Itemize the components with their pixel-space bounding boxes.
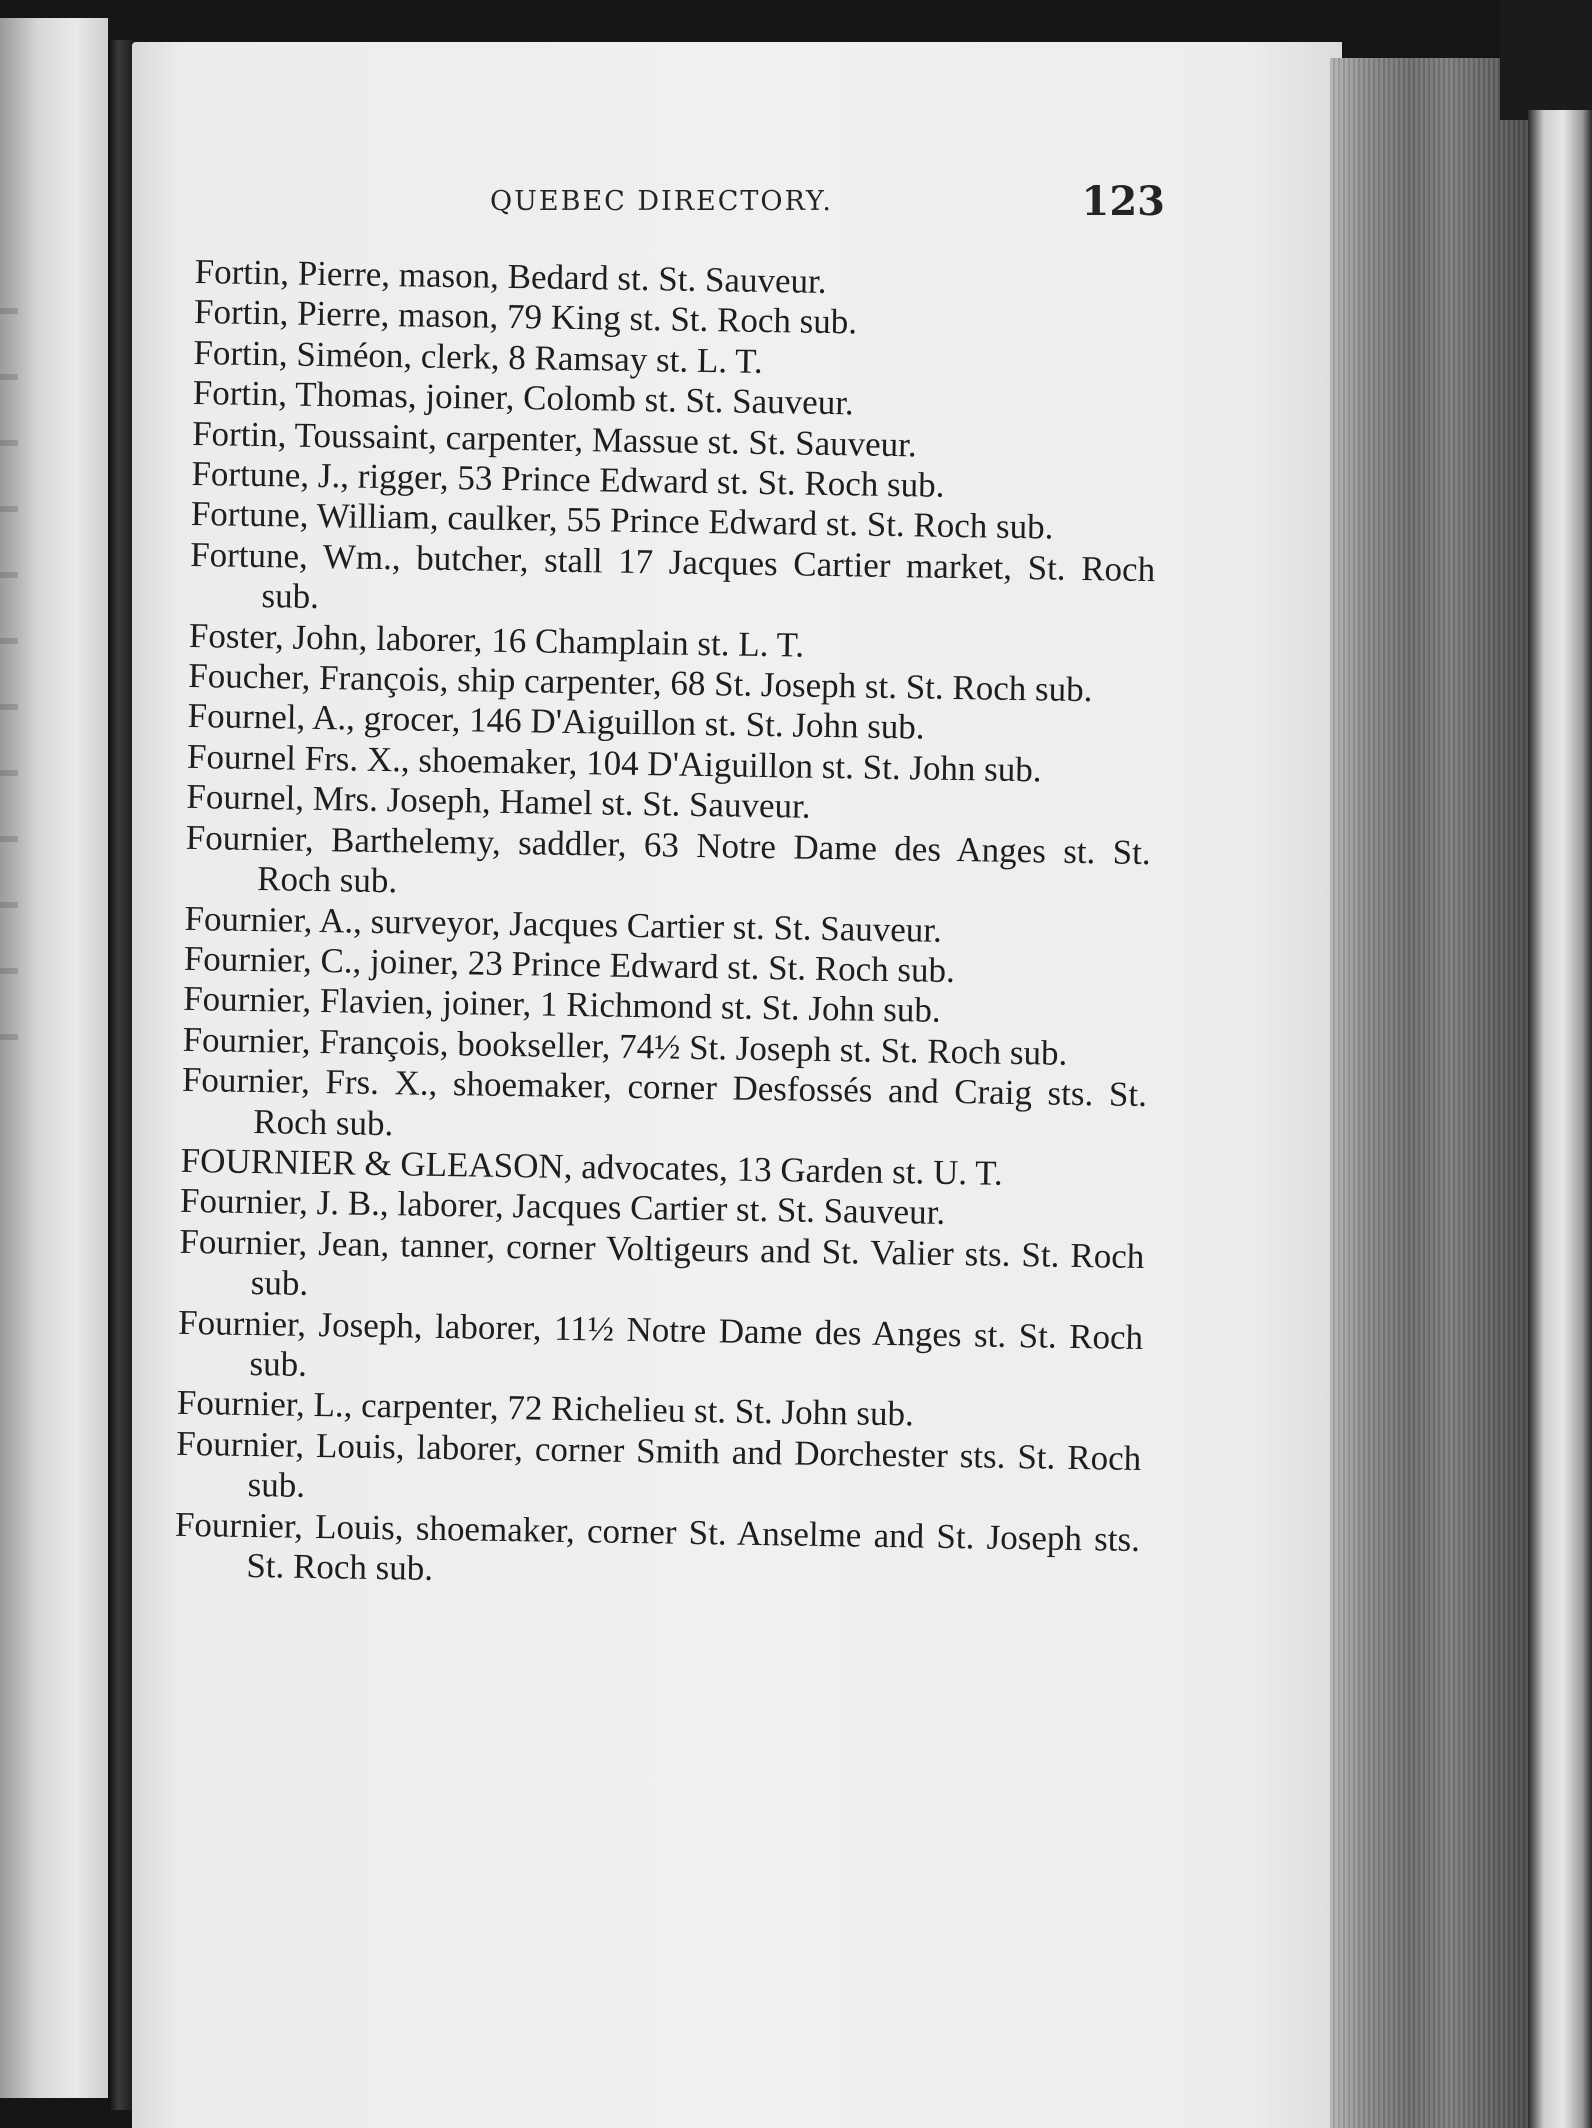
directory-entry: Foucher, François, ship carpenter, 68 St. Joseph st. St. Roch sub.: [188, 656, 1093, 710]
directory-entry: Fournel, Mrs. Joseph, Hamel st. St. Sauveur.: [186, 777, 811, 827]
page-header: [490, 178, 1165, 225]
directory-entry: Fournier, Jean, tanner, corner Voltigeurs and St. Valier sts. St. Roch sub.: [179, 1221, 1145, 1304]
directory-entry: Fournier, Louis, laborer, corner Smith and Dorchester sts. St. Roch sub.: [175, 1423, 1142, 1506]
directory-entry: Fortune, William, caulker, 55 Prince Edward st. St. Roch sub.: [190, 494, 1054, 547]
facing-page-edge: [0, 18, 108, 2098]
directory-entry: Fournier, Joseph, laborer, 11½ Notre Dame des Anges st. St. Roch sub.: [177, 1302, 1144, 1384]
running-head: QUEBEC DIRECTORY.: [490, 186, 833, 217]
directory-entry: Fournier, C., joiner, 23 Prince Edward st. St. Roch sub.: [183, 938, 956, 990]
directory-entry: Fortin, Siméon, clerk, 8 Ramsay st. L. T.: [193, 332, 764, 381]
directory-entry: Fournier, A., surveyor, Jacques Cartier st. St. Sauveur.: [184, 898, 943, 950]
page-block-edges: [1330, 58, 1530, 2128]
book-gutter: [108, 40, 134, 2110]
page-number: 123: [1081, 178, 1165, 225]
directory-entry: Fournier, L., carpenter, 72 Richelieu st. St. John sub.: [176, 1383, 915, 1434]
directory-entry: Fortin, Thomas, joiner, Colomb st. St. Sauveur.: [192, 373, 855, 423]
directory-entry: Fournel Frs. X., shoemaker, 104 D'Aiguillon st. St. John sub.: [186, 736, 1042, 790]
directory-entry: Fournel, A., grocer, 146 D'Aiguillon st. St. John sub.: [187, 696, 925, 747]
directory-entry: Fournier, Frs. X., shoemaker, corner Desfossés and Craig sts. St. Roch sub.: [181, 1060, 1148, 1143]
directory-entries: [174, 252, 1160, 1600]
directory-entry: Fortin, Pierre, mason, 79 King st. St. Roch sub.: [193, 292, 858, 342]
book-cover-edge: [1528, 110, 1592, 2128]
directory-entry: Fortune, J., rigger, 53 Prince Edward st. St. Roch sub.: [191, 454, 945, 505]
directory-entry: Fortin, Pierre, mason, Bedard st. St. Sauveur.: [194, 252, 827, 301]
directory-entry: Fortin, Toussaint, carpenter, Massue st. St. Sauveur.: [191, 413, 917, 464]
directory-entry: Fortune, Wm., butcher, stall 17 Jacques Cartier market, St. Roch sub.: [189, 534, 1156, 617]
directory-entry: Fournier, Louis, shoemaker, corner St. Anselme and St. Joseph sts. St. Roch sub.: [174, 1504, 1141, 1588]
directory-entry: Fournier, J. B., laborer, Jacques Cartier st. St. Sauveur.: [179, 1181, 946, 1233]
directory-entry: Fournier, Flavien, joiner, 1 Richmond st. St. John sub.: [182, 979, 941, 1031]
directory-entry: FOURNIER & GLEASON, advocates, 13 Garden st. U. T.: [180, 1140, 1004, 1193]
directory-entry: Fournier, Barthelemy, saddler, 63 Notre Dame des Anges st. St. Roch sub.: [185, 817, 1151, 901]
directory-entry: Foster, John, laborer, 16 Champlain st. L. T.: [188, 615, 805, 665]
scan-background: [1500, 0, 1592, 120]
directory-entry: Fournier, François, bookseller, 74½ St. Joseph st. St. Roch sub.: [182, 1019, 1068, 1073]
facing-page-bleed: [0, 248, 18, 1048]
